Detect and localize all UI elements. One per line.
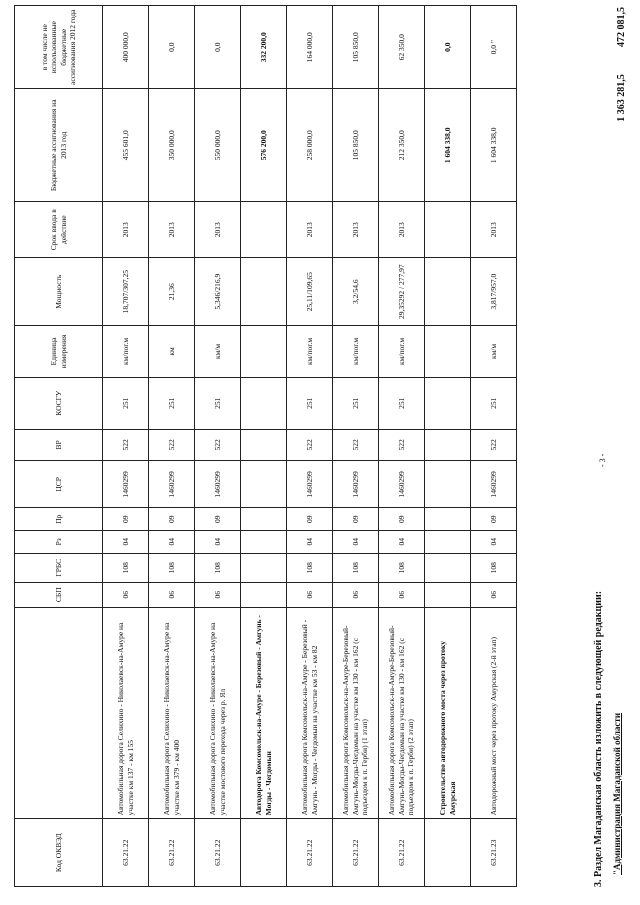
cell-term — [241, 202, 287, 258]
cell-name: Автомобильная дорога Селихино - Николаевск-на-Амуре на участке км 137 - км 155 — [103, 607, 149, 819]
cell-kosgu: 251 — [149, 377, 195, 429]
cell-term: 2013 — [149, 202, 195, 258]
table-row — [195, 6, 241, 887]
cell-term — [425, 202, 471, 258]
cell-unused: 0,0 — [425, 6, 471, 89]
cell-csr: 1460299 — [103, 461, 149, 508]
cell-grbs: 108 — [103, 553, 149, 582]
cell-unit — [425, 326, 471, 378]
cell-name: Автодорожный мост через протоку Амурская (2-й этап) — [471, 607, 517, 819]
cell-capacity — [241, 258, 287, 326]
total-alloc: 1 363 281,5 — [616, 74, 627, 122]
cell-sbp: 06 — [471, 582, 517, 607]
header-unit: Единица измерения — [15, 326, 103, 378]
cell-code: 63.21.22 — [379, 819, 425, 887]
cell-unit: км — [149, 326, 195, 378]
cell-vr — [425, 429, 471, 461]
cell-name: Автомобильная дорога Селихино - Николаевск-на-Амуре на участке км 379 - км 400 — [149, 607, 195, 819]
cell-unused: 164 000,0 — [287, 6, 333, 89]
header-term: Срок ввода в действие — [15, 202, 103, 258]
cell-alloc: 455 601,0 — [103, 89, 149, 202]
cell-vr: 522 — [195, 429, 241, 461]
cell-capacity: 25,11/109,65 — [287, 258, 333, 326]
cell-alloc: 258 000,0 — [287, 89, 333, 202]
cell-csr: 1460299 — [471, 461, 517, 508]
cell-vr: 522 — [379, 429, 425, 461]
cell-code: 63.21.22 — [149, 819, 195, 887]
header-kosgu: КОСГУ — [15, 377, 103, 429]
header-vr: ВР — [15, 429, 103, 461]
cell-grbs — [425, 553, 471, 582]
cell-name: Автомобильная дорога Комсомольск-на-Амуре-Березовый-Амгунь-Могды-Чегдомын на участке км 130 - км 162 (с подъездом к п. Герби) (2 этап) — [379, 607, 425, 819]
cell-unit: км/м — [195, 326, 241, 378]
cell-grbs: 108 — [471, 553, 517, 582]
cell-pr — [241, 508, 287, 531]
cell-unused: 332 200,0 — [241, 6, 287, 89]
cell-name: Строительство автодорожного моста через протоку Амурская — [425, 607, 471, 819]
cell-pr: 09 — [103, 508, 149, 531]
cell-rz: 04 — [379, 531, 425, 554]
cell-pr: 09 — [287, 508, 333, 531]
cell-term: 2013 — [379, 202, 425, 258]
cell-unit — [241, 326, 287, 378]
cell-capacity: 3,2/54,6 — [333, 258, 379, 326]
cell-rz: 04 — [333, 531, 379, 554]
cell-kosgu: 251 — [103, 377, 149, 429]
cell-alloc: 105 850,0 — [333, 89, 379, 202]
cell-csr: 1460299 — [379, 461, 425, 508]
cell-kosgu: 251 — [333, 377, 379, 429]
cell-vr: 522 — [333, 429, 379, 461]
cell-grbs: 108 — [287, 553, 333, 582]
cell-sbp — [425, 582, 471, 607]
cell-capacity: 5,346/216,9 — [195, 258, 241, 326]
cell-alloc: 1 604 338,0 — [471, 89, 517, 202]
cell-code: 63.21.22 — [333, 819, 379, 887]
header-capacity: Мощность — [15, 258, 103, 326]
table-row — [471, 6, 517, 887]
cell-code — [241, 819, 287, 887]
total-unused: 472 081,5 — [616, 7, 627, 47]
cell-kosgu — [425, 377, 471, 429]
cell-kosgu: 251 — [379, 377, 425, 429]
cell-code: 63.21.22 — [287, 819, 333, 887]
header-name — [15, 607, 103, 819]
header-pr: Пр — [15, 508, 103, 531]
cell-pr: 09 — [471, 508, 517, 531]
cell-csr: 1460299 — [287, 461, 333, 508]
cell-rz — [425, 531, 471, 554]
cell-unit: км/м — [471, 326, 517, 378]
cell-rz: 04 — [149, 531, 195, 554]
cell-alloc: 550 000,0 — [195, 89, 241, 202]
cell-capacity: 18,707/307,25 — [103, 258, 149, 326]
cell-alloc: 350 000,0 — [149, 89, 195, 202]
cell-term: 2013 — [287, 202, 333, 258]
cell-vr: 522 — [471, 429, 517, 461]
cell-grbs — [241, 553, 287, 582]
table-row — [149, 6, 195, 887]
table-row — [103, 6, 149, 887]
cell-unit: км/пог.м — [287, 326, 333, 378]
cell-csr: 1460299 — [333, 461, 379, 508]
cell-code: 63.21.22 — [103, 819, 149, 887]
subsection-heading: "Администрация Магаданской области — [612, 713, 622, 875]
cell-capacity: 3,817/957,0 — [471, 258, 517, 326]
cell-name: Автомобильная дорога Комсомольск-на-Амуре - Березовый - Амгунь - Могды - Чегдомын на участке км 53 - км 82 — [287, 607, 333, 819]
table-header-row — [15, 6, 103, 887]
cell-vr — [241, 429, 287, 461]
cell-unused: 0,0 " — [471, 6, 517, 89]
cell-unit: км/пог.м — [379, 326, 425, 378]
cell-rz — [241, 531, 287, 554]
cell-vr: 522 — [287, 429, 333, 461]
table-row — [333, 6, 379, 887]
cell-term: 2013 — [471, 202, 517, 258]
cell-term: 2013 — [195, 202, 241, 258]
cell-code: 63.21.23 — [471, 819, 517, 887]
cell-sbp: 06 — [149, 582, 195, 607]
page-number: - 3 - — [598, 453, 607, 467]
table-row — [241, 6, 287, 887]
header-unused: в том числе не использованные бюджетные ассигнования 2012 года — [15, 6, 103, 89]
cell-grbs: 108 — [149, 553, 195, 582]
cell-kosgu: 251 — [287, 377, 333, 429]
cell-sbp: 06 — [379, 582, 425, 607]
table-row — [287, 6, 333, 887]
cell-sbp: 06 — [103, 582, 149, 607]
cell-kosgu: 251 — [471, 377, 517, 429]
table-row — [379, 6, 425, 887]
cell-capacity: 21,36 — [149, 258, 195, 326]
cell-unit: км/пог.м — [333, 326, 379, 378]
cell-csr: 1460299 — [195, 461, 241, 508]
cell-unused: 62 350,0 — [379, 6, 425, 89]
header-sbp: СБП — [15, 582, 103, 607]
header-csr: ЦСР — [15, 461, 103, 508]
cell-alloc: 576 200,0 — [241, 89, 287, 202]
table-row — [425, 6, 471, 887]
cell-pr — [425, 508, 471, 531]
header-grbs: ГРБС — [15, 553, 103, 582]
cell-term: 2013 — [333, 202, 379, 258]
cell-pr: 09 — [379, 508, 425, 531]
cell-alloc: 212 350,0 — [379, 89, 425, 202]
cell-vr: 522 — [149, 429, 195, 461]
header-rz: Рз — [15, 531, 103, 554]
cell-sbp: 06 — [287, 582, 333, 607]
cell-pr: 09 — [333, 508, 379, 531]
cell-rz: 04 — [103, 531, 149, 554]
cell-unused: 400 000,0 — [103, 6, 149, 89]
cell-unused: 0,0 — [149, 6, 195, 89]
cell-name: Автодорога Комсомольск-на-Амуре - Березовый - Амгунь - Могды - Чегдомын — [241, 607, 287, 819]
cell-unused: 0,0 — [195, 6, 241, 89]
cell-capacity: 29,35292 / 277,97 — [379, 258, 425, 326]
cell-csr — [425, 461, 471, 508]
cell-grbs: 108 — [195, 553, 241, 582]
cell-pr: 09 — [195, 508, 241, 531]
cell-code — [425, 819, 471, 887]
cell-name: Автомобильная дорога Селихино - Николаевск-на-Амуре на участке мостового перехода через р. Ял — [195, 607, 241, 819]
cell-term: 2013 — [103, 202, 149, 258]
cell-sbp: 06 — [195, 582, 241, 607]
cell-name: Автомобильная дорога Комсомольск-на-Амуре-Березовый-Амгунь-Могды-Чегдомын на участке км 130 - км 162 (с подъездом к п. Герби) (1 этап) — [333, 607, 379, 819]
cell-unused: 105 850,0 — [333, 6, 379, 89]
header-alloc: Бюджетные ассигнования на 2013 год — [15, 89, 103, 202]
cell-grbs: 108 — [333, 553, 379, 582]
cell-sbp — [241, 582, 287, 607]
cell-rz: 04 — [287, 531, 333, 554]
cell-unit: км/пог.м — [103, 326, 149, 378]
cell-grbs: 108 — [379, 553, 425, 582]
cell-pr: 09 — [149, 508, 195, 531]
cell-kosgu — [241, 377, 287, 429]
cell-kosgu: 251 — [195, 377, 241, 429]
cell-rz: 04 — [195, 531, 241, 554]
header-code: Код ОКВЭД — [15, 819, 103, 887]
cell-code: 63.21.22 — [195, 819, 241, 887]
table-body — [103, 6, 517, 887]
cell-csr: 1460299 — [149, 461, 195, 508]
cell-sbp: 06 — [333, 582, 379, 607]
cell-capacity — [425, 258, 471, 326]
cell-alloc: 1 604 338,0 — [425, 89, 471, 202]
cell-vr: 522 — [103, 429, 149, 461]
cell-rz: 04 — [471, 531, 517, 554]
cell-csr — [241, 461, 287, 508]
appropriations-table — [14, 5, 517, 887]
section-heading: 3. Раздел Магаданская область изложить в следующей редакции: — [593, 590, 604, 887]
